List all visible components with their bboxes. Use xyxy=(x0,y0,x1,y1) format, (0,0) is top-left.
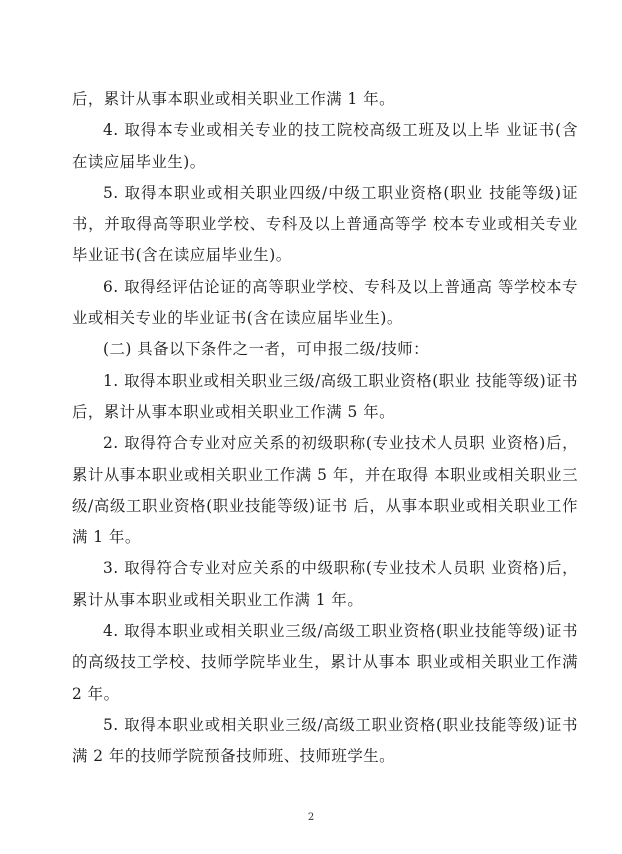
page-number: 2 xyxy=(307,812,315,823)
document-body xyxy=(72,84,578,773)
paragraph-item-4-technical-school: 4. 取得本专业或相关专业的技工院校高级工班及以上毕 业证书(含在读应届毕业生)。 xyxy=(72,121,578,171)
paragraph-continuation: 后，累计从事本职业或相关职业工作满 1 年。 xyxy=(72,90,395,108)
paragraph-item-4-senior-technical-graduate: 4. 取得本职业或相关职业三级/高级工职业资格(职业技能等级)证书的高级技工学校、技师学院毕业生，累计从事本 职业或相关职业工作满 2 年。 xyxy=(72,622,578,703)
paragraph-item-1-senior-qualification: 1. 取得本职业或相关职业三级/高级工职业资格(职业 技能等级)证书后，累计从事本职业或相关职业工作满 5 年。 xyxy=(72,371,578,421)
paragraph-item-3-intermediate-title: 3. 取得符合专业对应关系的中级职称(专业技术人员职 业资格)后，累计从事本职业或相关职业工作满 1 年。 xyxy=(72,559,578,609)
paragraph-item-6-higher-education: 6. 取得经评估论证的高等职业学校、专科及以上普通高 等学校本专业或相关专业的毕业证书(含在读应届毕业生)。 xyxy=(72,277,578,328)
paragraph-item-5-technician-class-student: 5. 取得本职业或相关职业三级/高级工职业资格(职业技能等级)证书满 2 年的技师学院预备技师班、技师班学生。 xyxy=(72,715,578,766)
paragraph-item-5-intermediate-qualification: 5. 取得本职业或相关职业四级/中级工职业资格(职业 技能等级)证书，并取得高等职业学校、专科及以上普通高等学 校本专业或相关专业毕业证书(含在读应届毕业生)。 xyxy=(72,183,578,265)
paragraph-item-2-junior-title: 2. 取得符合专业对应关系的初级职称(专业技术人员职 业资格)后，累计从事本职业或相关职业工作满 5 年，并在取得 本职业或相关职业三级/高级工职业资格(职业技能等级)证书 后，从事本职业或相关职业工作满 1 年。 xyxy=(72,434,578,547)
section-heading-level-2-technician: (二) 具备以下条件之一者，可申报二级/技师： xyxy=(103,340,430,359)
